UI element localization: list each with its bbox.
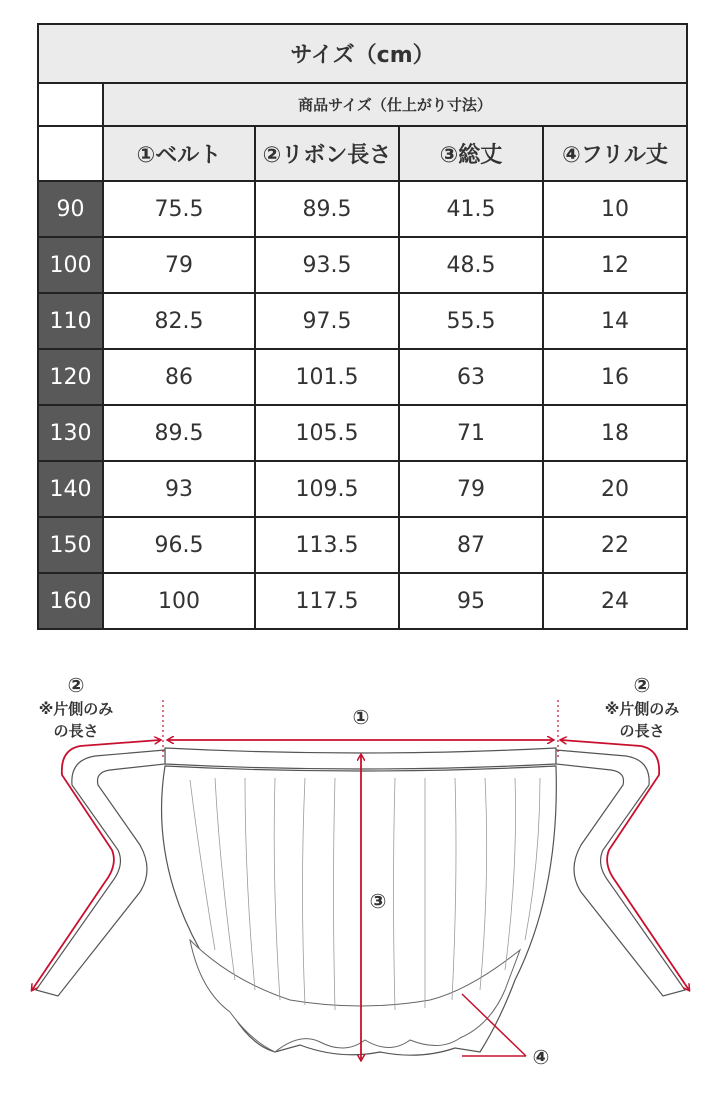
table-row (38, 349, 687, 405)
table-cell: 86 (103, 349, 255, 405)
table-cell: 93 (103, 461, 255, 517)
size-label: 120 (38, 349, 103, 405)
table-cell: 101.5 (255, 349, 399, 405)
size-label: 130 (38, 405, 103, 461)
table-subheader: 商品サイズ（仕上がり寸法） (103, 83, 687, 126)
size-label: 100 (38, 237, 103, 293)
table-cell: 22 (543, 517, 687, 573)
table-cell: 97.5 (255, 293, 399, 349)
table-cell: 109.5 (255, 461, 399, 517)
table-row (38, 405, 687, 461)
table-cell: 96.5 (103, 517, 255, 573)
table-cell: 20 (543, 461, 687, 517)
table-row (38, 293, 687, 349)
table-cell: 71 (399, 405, 543, 461)
table-cell: 95 (399, 573, 543, 629)
table-cell: 79 (103, 237, 255, 293)
table-cell: 55.5 (399, 293, 543, 349)
table-cell: 48.5 (399, 237, 543, 293)
size-table (37, 23, 686, 646)
column-header-frill: ④フリル丈 (543, 126, 687, 181)
size-label: 90 (38, 181, 103, 237)
belt-label: ① (352, 705, 370, 729)
table-cell: 82.5 (103, 293, 255, 349)
table-cell: 18 (543, 405, 687, 461)
column-header-ribbon: ②リボン長さ (255, 126, 399, 181)
table-row (38, 517, 687, 573)
table-cell: 87 (399, 517, 543, 573)
table-cell: 75.5 (103, 181, 255, 237)
table-cell: 117.5 (255, 573, 399, 629)
right-ribbon-shape (556, 750, 685, 996)
table-cell: 79 (399, 461, 543, 517)
table-cell: 10 (543, 181, 687, 237)
size-label: 140 (38, 461, 103, 517)
corner-cell (38, 126, 103, 181)
table-title: サイズ（cm） (38, 24, 687, 83)
left-ribbon-note-line1: ※片側のみ (38, 700, 114, 718)
column-header-belt: ①ベルト (103, 126, 255, 181)
frill-label: ④ (532, 1045, 550, 1069)
table-cell: 16 (543, 349, 687, 405)
table-cell: 105.5 (255, 405, 399, 461)
right-ribbon-note-line1: ※片側のみ (604, 700, 680, 718)
table-cell: 14 (543, 293, 687, 349)
size-label: 110 (38, 293, 103, 349)
column-header-total-length: ③総丈 (399, 126, 543, 181)
table-row (38, 181, 687, 237)
corner-cell (38, 83, 103, 126)
left-ribbon-shape (36, 750, 165, 996)
table-row (38, 573, 687, 629)
table-cell: 100 (103, 573, 255, 629)
table-cell: 12 (543, 237, 687, 293)
right-ribbon-note-line2: の長さ (619, 722, 665, 740)
left-ribbon-number: ② (67, 673, 85, 697)
length-label: ③ (369, 889, 387, 913)
table-row (38, 461, 687, 517)
left-ribbon-note-line2: の長さ (53, 722, 99, 740)
size-label: 160 (38, 573, 103, 629)
right-ribbon-number: ② (633, 673, 651, 697)
table-cell: 93.5 (255, 237, 399, 293)
table-cell: 89.5 (103, 405, 255, 461)
table-row (38, 237, 687, 293)
table-cell: 89.5 (255, 181, 399, 237)
table-cell: 63 (399, 349, 543, 405)
apron-illustration (0, 660, 722, 1100)
table-cell: 24 (543, 573, 687, 629)
table-cell: 41.5 (399, 181, 543, 237)
table-cell: 113.5 (255, 517, 399, 573)
size-label: 150 (38, 517, 103, 573)
apron-diagram (0, 660, 722, 1100)
